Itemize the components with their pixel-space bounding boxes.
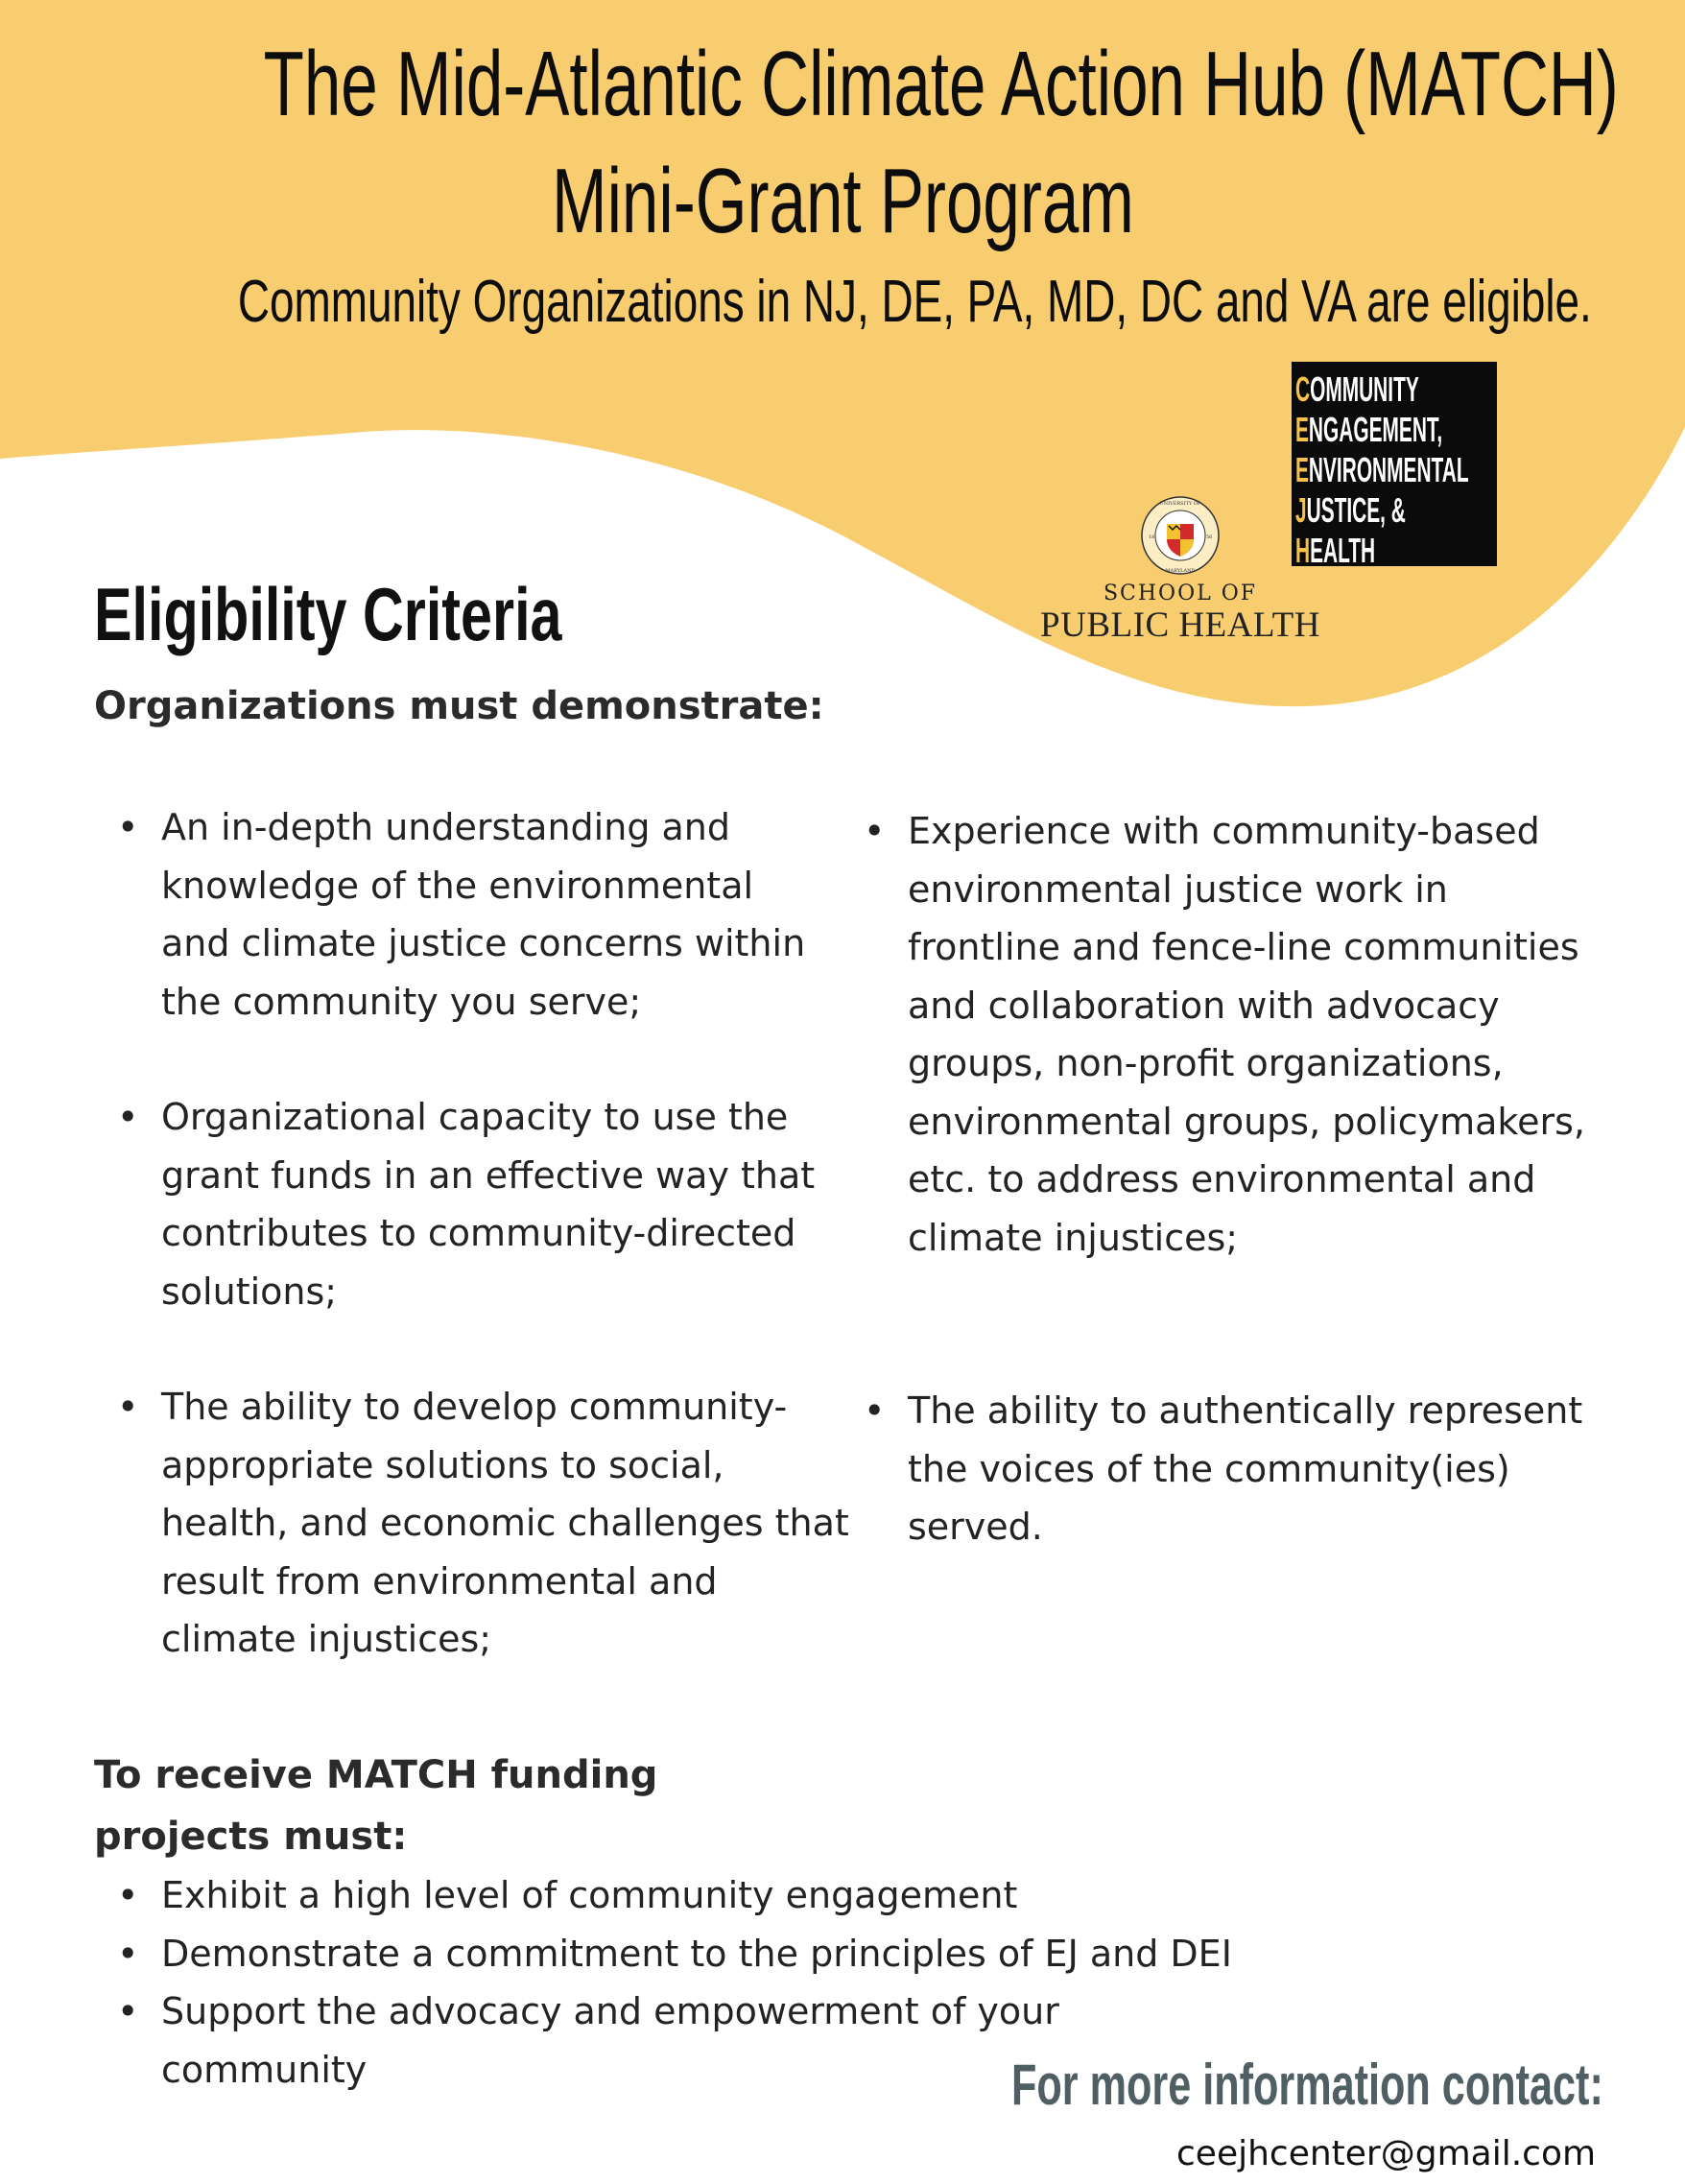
- svg-text:UNIVERSITY OF: UNIVERSITY OF: [1159, 501, 1201, 507]
- ceejh-logo-line: ENGAGEMENT,: [1295, 410, 1443, 449]
- eligibility-list-left: [94, 798, 849, 1660]
- umd-seal-icon: [1140, 495, 1221, 576]
- svg-text:MARYLAND: MARYLAND: [1165, 568, 1196, 574]
- list-item: • Demonstrate a commitment to the principles of EJ and DEI: [94, 1925, 1341, 1983]
- eligibility-subtitle: Community Organizations in NJ, DE, PA, MD, DC and VA are eligible.: [237, 269, 1592, 335]
- list-item: • An in-depth understanding and knowledge of the environmental and climate justice concerns within the community you serve;: [94, 798, 823, 1031]
- list-item: • The ability to authentically represent the voices of the community(ies) served.: [841, 1382, 1599, 1556]
- eligibility-heading: Eligibility Criteria: [94, 572, 562, 656]
- ceejh-logo-line: COMMUNITY: [1295, 369, 1419, 409]
- list-item: • Experience with community-based environmental justice work in frontline and fence-line communities and collaboration with advocacy groups, non-profit organizations, environmental groups, policymakers, etc. to address environmental and climate injustices;: [841, 802, 1599, 1267]
- eligibility-list-right: [841, 802, 1599, 1548]
- svg-text:56: 56: [1206, 534, 1213, 540]
- list-item: • Organizational capacity to use the grant funds in an effective way that contributes to community-directed solutions;: [94, 1088, 823, 1320]
- umd-school-of: SCHOOL OF: [1103, 582, 1258, 605]
- contact-email-link[interactable]: ceejhcenter@gmail.com: [1176, 2134, 1597, 2173]
- ceejh-logo-line: JUSTICE, &: [1295, 490, 1406, 530]
- umd-public-health: PUBLIC HEALTH: [1040, 605, 1320, 645]
- title-line-2: Mini-Grant Program: [551, 150, 1134, 252]
- ceejh-logo-line: HEALTH: [1295, 531, 1376, 570]
- title-line-1: The Mid-Atlantic Climate Action Hub (MATCH): [263, 33, 1619, 135]
- list-item: • Exhibit a high level of community engagement: [94, 1866, 1341, 1925]
- svg-text:18: 18: [1149, 534, 1155, 540]
- list-item: • Support the advocacy and empowerment of your community: [94, 1982, 1217, 2099]
- list-item: • The ability to develop community-appropriate solutions to social, health, and economic challenges that result from environmental and climate injustices;: [94, 1378, 852, 1669]
- organizations-subheading: Organizations must demonstrate:: [94, 684, 824, 728]
- funding-subheading: To receive MATCH funding projects must:: [94, 1753, 658, 1859]
- contact-heading: For more information contact:: [1011, 2053, 1603, 2117]
- ceejh-logo-line: ENVIRONMENTAL: [1295, 450, 1469, 489]
- ceejh-logo: [1292, 362, 1497, 570]
